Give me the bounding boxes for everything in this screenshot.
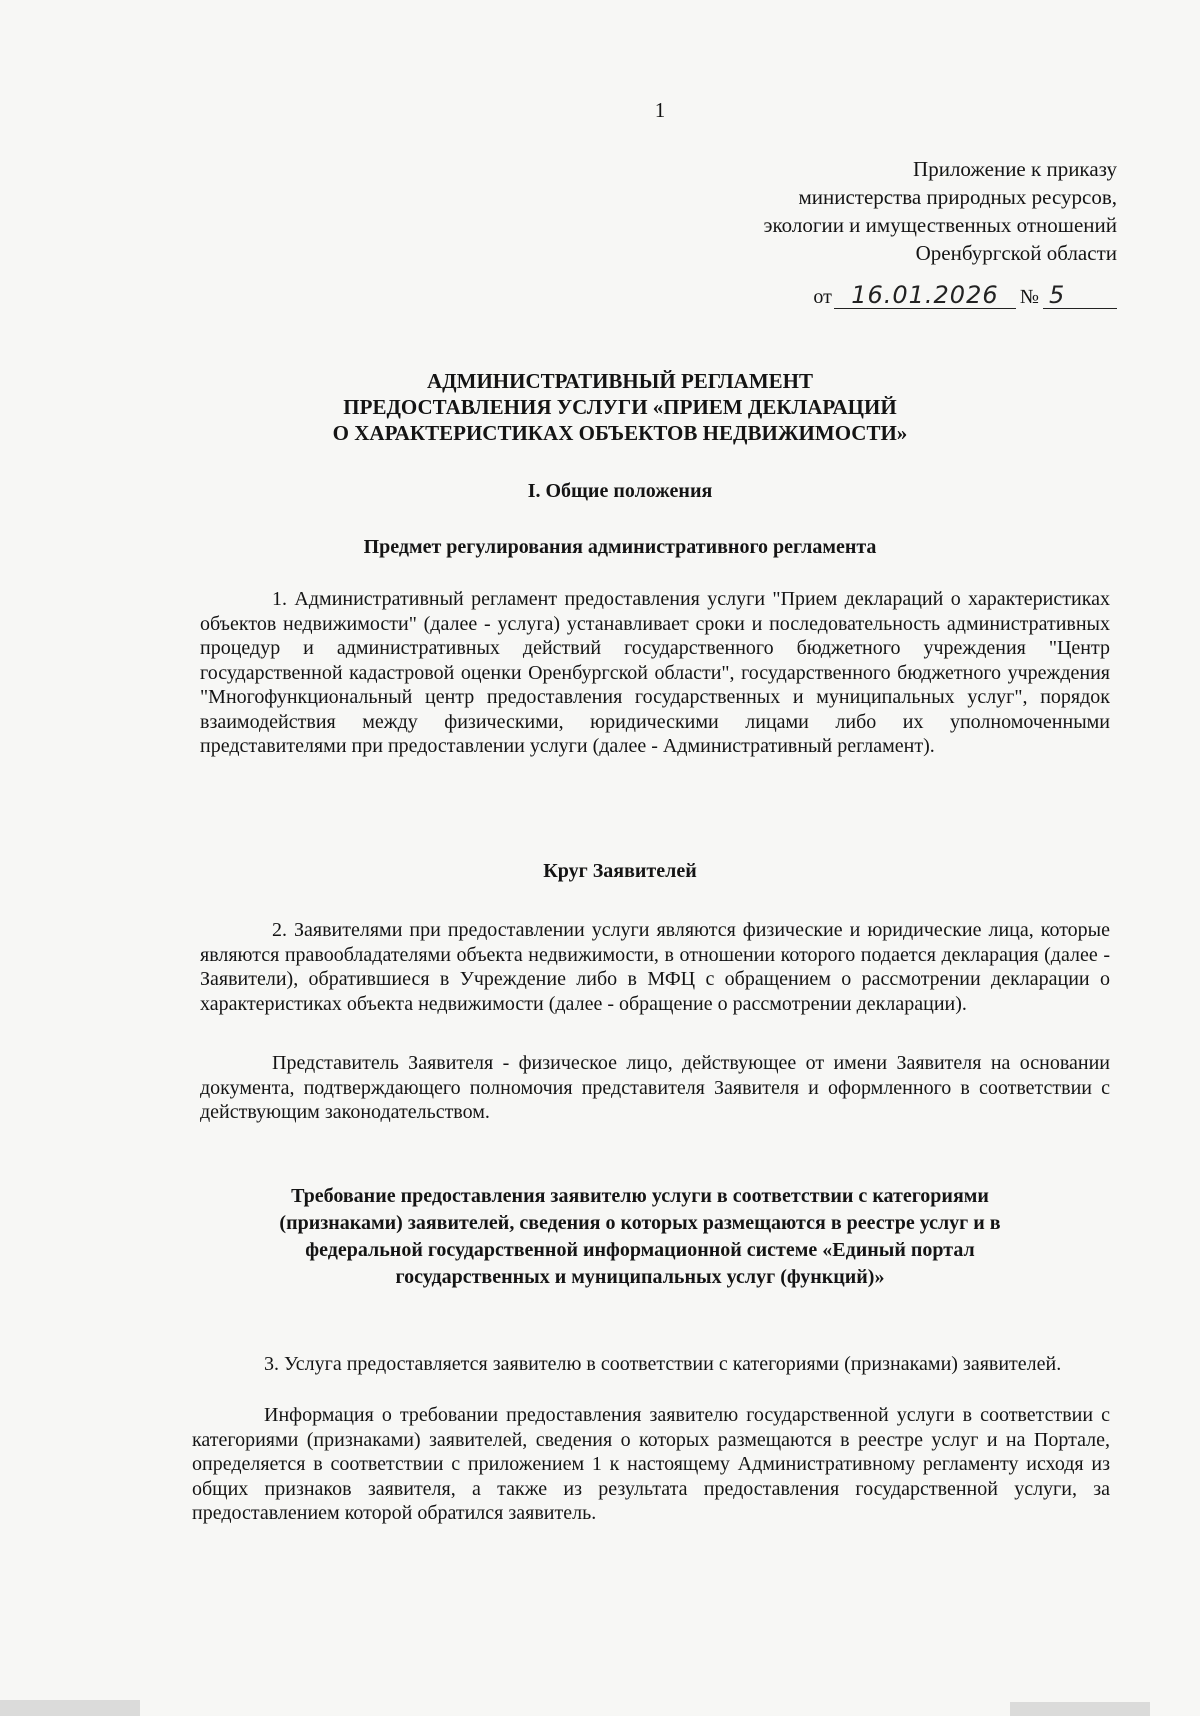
handwritten-number: 5: [1043, 282, 1117, 309]
requirement-heading-line: (признаками) заявителей, сведения о которых размещаются в реестре услуг и в: [279, 1212, 1001, 1234]
approval-line: министерства природных ресурсов,: [798, 185, 1117, 209]
from-label: от: [813, 286, 832, 308]
section-heading: I. Общие положения: [527, 480, 713, 502]
page-number: 1: [654, 98, 666, 122]
approval-block: [763, 155, 1117, 267]
subject-heading: Предмет регулирования административного регламента: [363, 536, 877, 558]
applicants-heading: Круг Заявителей: [543, 860, 697, 882]
requirement-heading: [190, 1183, 1090, 1291]
title-line: АДМИНИСТРАТИВНЫЙ РЕГЛАМЕНТ: [427, 369, 813, 393]
document-title: [180, 368, 1060, 446]
approval-line: Оренбургской области: [915, 241, 1117, 265]
scan-artifact: [1010, 1702, 1150, 1716]
title-line: ПРЕДОСТАВЛЕНИЯ УСЛУГИ «ПРИЕМ ДЕКЛАРАЦИЙ: [343, 395, 897, 419]
order-date-line: [813, 282, 1117, 309]
handwritten-date: 16.01.2026: [834, 282, 1016, 309]
paragraph-2: 2. Заявителями при предоставлении услуги являются физические и юридические лица, которые являются правообладателями объекта недвижимости, в отношении которого подается декларация (далее - Заявители), обратившиеся в Учреждение либо в МФЦ с обращением о рассмотрении декларации о характеристиках объекта недвижимости (далее - обращение о рассмотрении декларации).: [200, 919, 1110, 1015]
paragraph-2b: Представитель Заявителя - физическое лицо, действующее от имени Заявителя на основании документа, подтверждающего полномочия представителя Заявителя и оформленного в соответствии с действующим законодательством.: [200, 1052, 1110, 1123]
paragraph-3: 3. Услуга предоставляется заявителю в соответствии с категориями (признаками) заявителей.: [264, 1353, 1062, 1375]
number-label: №: [1019, 286, 1039, 308]
approval-line: Приложение к приказу: [913, 157, 1117, 181]
approval-line: экологии и имущественных отношений: [763, 213, 1117, 237]
title-line: О ХАРАКТЕРИСТИКАХ ОБЪЕКТОВ НЕДВИЖИМОСТИ»: [332, 421, 908, 445]
requirement-heading-line: государственных и муниципальных услуг (функций)»: [395, 1266, 885, 1288]
requirement-heading-line: Требование предоставления заявителю услуги в соответствии с категориями: [291, 1185, 989, 1207]
requirement-heading-line: федеральной государственной информационной системе «Единый портал: [305, 1239, 975, 1261]
paragraph-3b: Информация о требовании предоставления заявителю государственной услуги в соответствии с категориями (признаками) заявителей, сведения о которых размещаются в реестре услуг и на Портале, определяется в соответствии с приложением 1 к настоящему Административному регламенту исходя из общих признаков заявителя, а также из результата предоставления государственной услуги, за предоставлением которой обратился заявитель.: [192, 1404, 1110, 1524]
paragraph-1: 1. Административный регламент предоставления услуги "Прием деклараций о характеристиках объектов недвижимости" (далее - услуга) устанавливает сроки и последовательность административных процедур и административных действий государственного бюджетного учреждения "Центр государственной кадастровой оценки Оренбургской области", государственного бюджетного учреждения "Многофункциональный центр предоставления государственных и муниципальных услуг", порядок взаимодействия между физическими, юридическими лицами либо их уполномоченными представителями при предоставлении услуги (далее - Административный регламент).: [200, 588, 1110, 757]
scan-artifact: [0, 1700, 140, 1716]
